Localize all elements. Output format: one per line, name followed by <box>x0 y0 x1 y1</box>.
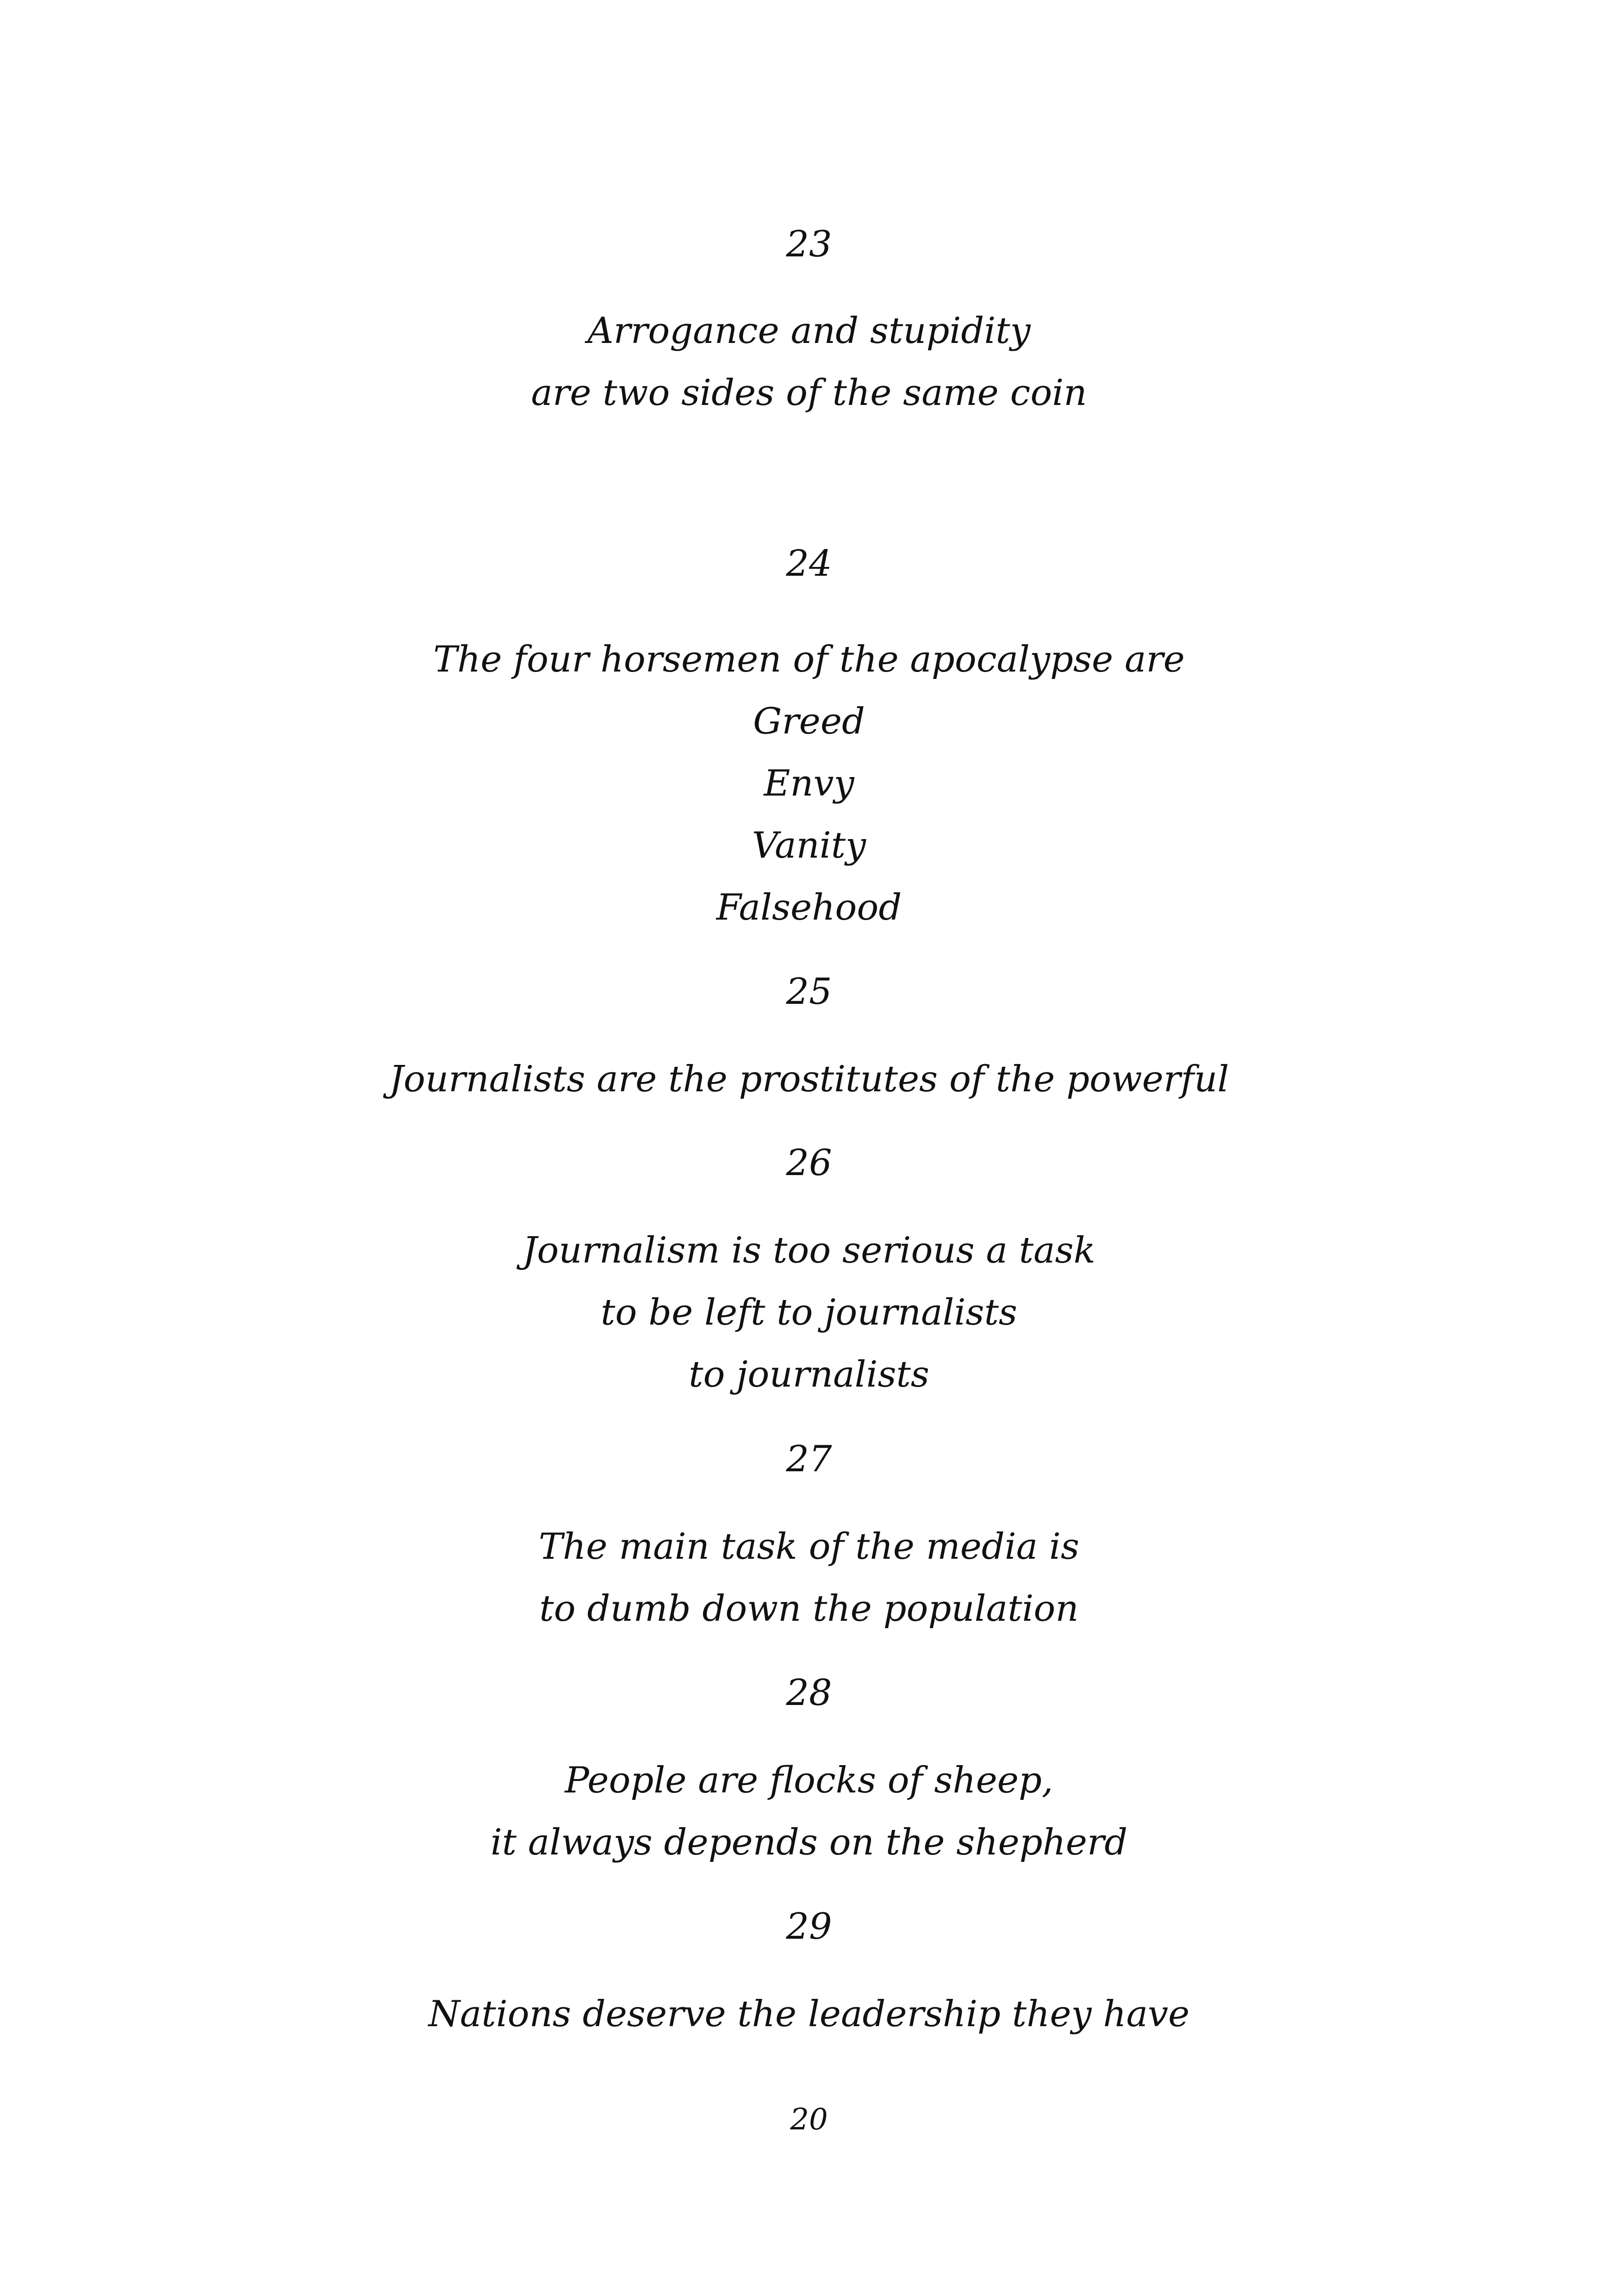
aphorism-text <box>0 1749 1618 1873</box>
aphorism-line: Vanity <box>752 825 866 866</box>
aphorism-text <box>0 1516 1618 1640</box>
aphorism-number: 29 <box>786 1906 832 1948</box>
aphorism-line: Nations deserve the leadership they have <box>428 1993 1190 2035</box>
aphorism-number: 28 <box>786 1672 832 1714</box>
aphorism-number: 25 <box>786 971 832 1013</box>
aphorism-line: Falsehood <box>716 887 902 928</box>
aphorism-line: are two sides of the same coin <box>531 372 1087 414</box>
aphorism-line: to journalists <box>689 1354 929 1395</box>
aphorism-text <box>0 1983 1618 2045</box>
aphorism-line: Arrogance and stupidity <box>587 310 1031 352</box>
aphorism-number: 27 <box>786 1438 832 1480</box>
aphorism-line: People are flocks of sheep, <box>565 1760 1053 1801</box>
aphorism-line: Envy <box>764 763 854 804</box>
aphorism-text <box>0 1220 1618 1406</box>
aphorism-line: Journalism is too serious a task <box>523 1230 1095 1271</box>
aphorism-number: 24 <box>786 543 832 585</box>
aphorism-line: to be left to journalists <box>601 1292 1017 1333</box>
aphorism-line: The main task of the media is <box>538 1526 1080 1568</box>
aphorism-text <box>0 300 1618 424</box>
aphorism-line: Journalists are the prostitutes of the powerful <box>389 1058 1229 1100</box>
aphorism-line: Greed <box>753 701 865 742</box>
page-number: 20 <box>790 2103 828 2137</box>
aphorism-number: 26 <box>786 1142 832 1184</box>
aphorism-text <box>0 1048 1618 1110</box>
aphorism-line: to dumb down the population <box>539 1588 1079 1630</box>
aphorism-text <box>0 628 1618 939</box>
aphorism-line: The four horsemen of the apocalypse are <box>433 639 1185 680</box>
aphorism-number: 23 <box>786 224 832 265</box>
aphorism-line: it always depends on the shepherd <box>490 1822 1128 1863</box>
